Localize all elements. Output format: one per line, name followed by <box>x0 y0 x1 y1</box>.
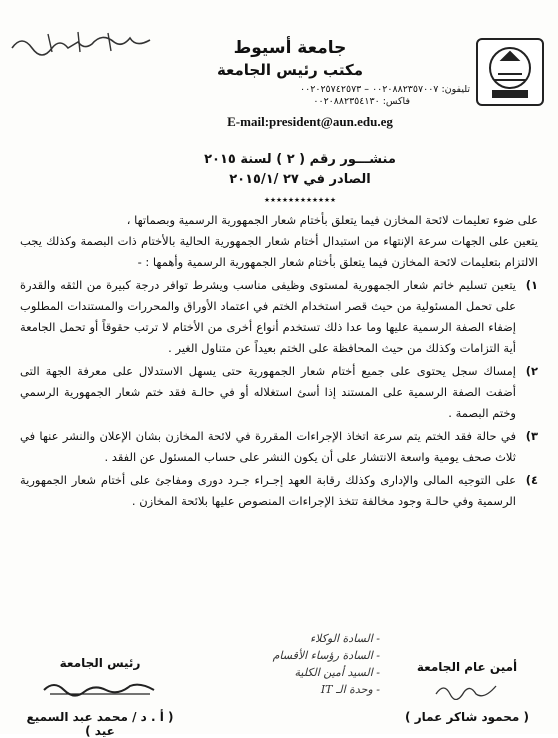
handwritten-signature-icon <box>40 678 160 700</box>
phone-number: تليفون: ٠٠٢٠٨٨٢٣٥٧٠٠٧ – ٠٠٢٠٢٥٧٤٢٥٧٣ <box>300 84 470 95</box>
basmala <box>8 24 158 64</box>
list-item-text: يتعين تسليم خاتم شعار الجمهورية لمستوى وظيفى مناسب ويشرط توافر درجة كبيرة من الثقه والقدرة على تحمل المسئولية من حيث قصر استخدام الختم في اعتماد الأوراق والمحررات والمستندات المطلوب إضفاء الصفة الرسمية عليها وما عدا ذلك تستخدم أنواع أخرى من الأختام لا ترتب حقوقاً أو تحمل الجامعة أية التزامات وكذلك من حيث المحافظة على الختم بعيداً عن متناول الغير . <box>20 278 516 355</box>
list-item-text: إمساك سجل يحتوى على جميع أختام شعار الجمهورية حتى يسهل الاستدلال على معرفة الجهة التى أضفت الصفة الرسمية على المستند إذا أسئ استغلاله أو في حالـة فقد ختم شعار الجمهورية الرسمي وختم البصمة . <box>20 364 516 420</box>
list-item <box>20 275 538 359</box>
list-item-number: ٢) <box>525 364 538 378</box>
list-item-number: ٣) <box>525 429 538 443</box>
university-seal-logo <box>476 38 544 106</box>
handwritten-signature-icon <box>432 680 502 700</box>
decree-heading <box>150 150 450 210</box>
email-address: E-mail:president@aun.edu.eg <box>227 114 393 129</box>
distribution-item: - وحدة الـ IT <box>320 683 380 696</box>
secretary-general-signature-block <box>402 660 532 724</box>
signature-name: ( أ . د / محمد عبد السميع عيد ) <box>26 710 174 738</box>
signature-title: أمين عام الجامعة <box>416 660 518 674</box>
list-item-number: ١) <box>525 278 538 292</box>
distribution-item: - السادة رؤساء الأقسام <box>272 649 380 662</box>
list-item <box>20 470 538 512</box>
decree-date: الصادر في ٢٧ /٢٠١٥/١ <box>229 172 371 187</box>
seal-icon <box>478 40 542 104</box>
fax-number: فاكس: ٠٠٢٠٨٨٢٣٥٤١٣٠ <box>313 96 410 107</box>
list-item-text: على التوجيه المالى والإدارى وكذلك رقابة العهد إجـراء جـرد دورى ومفاجئ على أختام شعار الجمهورية الرسمية وفي حالـة وجود مخالفة تتخذ الإجراءات المنصوص عليها بلائحة المخازن . <box>20 473 516 508</box>
document-body <box>20 210 538 512</box>
list-item <box>20 426 538 468</box>
office-name: مكتب رئيس الجامعة <box>216 61 364 79</box>
basmala-calligraphy-icon <box>8 24 158 64</box>
distribution-item: - السادة الوكلاء <box>309 632 380 645</box>
list-item-number: ٤) <box>525 473 538 487</box>
decree-number: منشـــور رقم ( ٢ ) لسنة ٢٠١٥ <box>204 152 396 167</box>
distribution-list <box>200 630 380 698</box>
decree-separator: ٭٭٭٭٭٭٭٭٭٭٭٭ <box>264 193 336 206</box>
list-item-text: في حالة فقد الختم يتم سرعة اتخاذ الإجراءات المقررة في لائحة المخازن بشان الإعلان والنشر عنها في ثلاث صحف يومية واسعة الانتشار على أن يكون النشر على حساب المسئول عن الفقد . <box>20 429 516 464</box>
intro-paragraph-1: على ضوء تعليمات لائحة المخازن فيما يتعلق بأختام شعار الجمهورية الرسمية وبصماتها ، <box>126 213 538 227</box>
distribution-item: - السيد أمين الكلية <box>294 666 380 679</box>
president-signature-block <box>20 656 180 738</box>
letterhead <box>140 38 440 80</box>
signature-title: رئيس الجامعة <box>59 656 141 670</box>
university-name: جامعة أسيوط <box>233 38 347 58</box>
contact-info <box>170 84 470 108</box>
list-item <box>20 361 538 424</box>
signature-name: ( محمود شاكر عمار ) <box>405 710 529 724</box>
intro-paragraph-2: يتعين على الجهات سرعة الإنتهاء من استبدال أختام شعار الجمهورية الحالية بالأختام ذات البصمة وكذلك يجب الالتزام بتعليمات لائحة المخازن فيما يتعلق بأختام شعار الجمهورية الرسمية وأهمها : - <box>20 234 538 269</box>
